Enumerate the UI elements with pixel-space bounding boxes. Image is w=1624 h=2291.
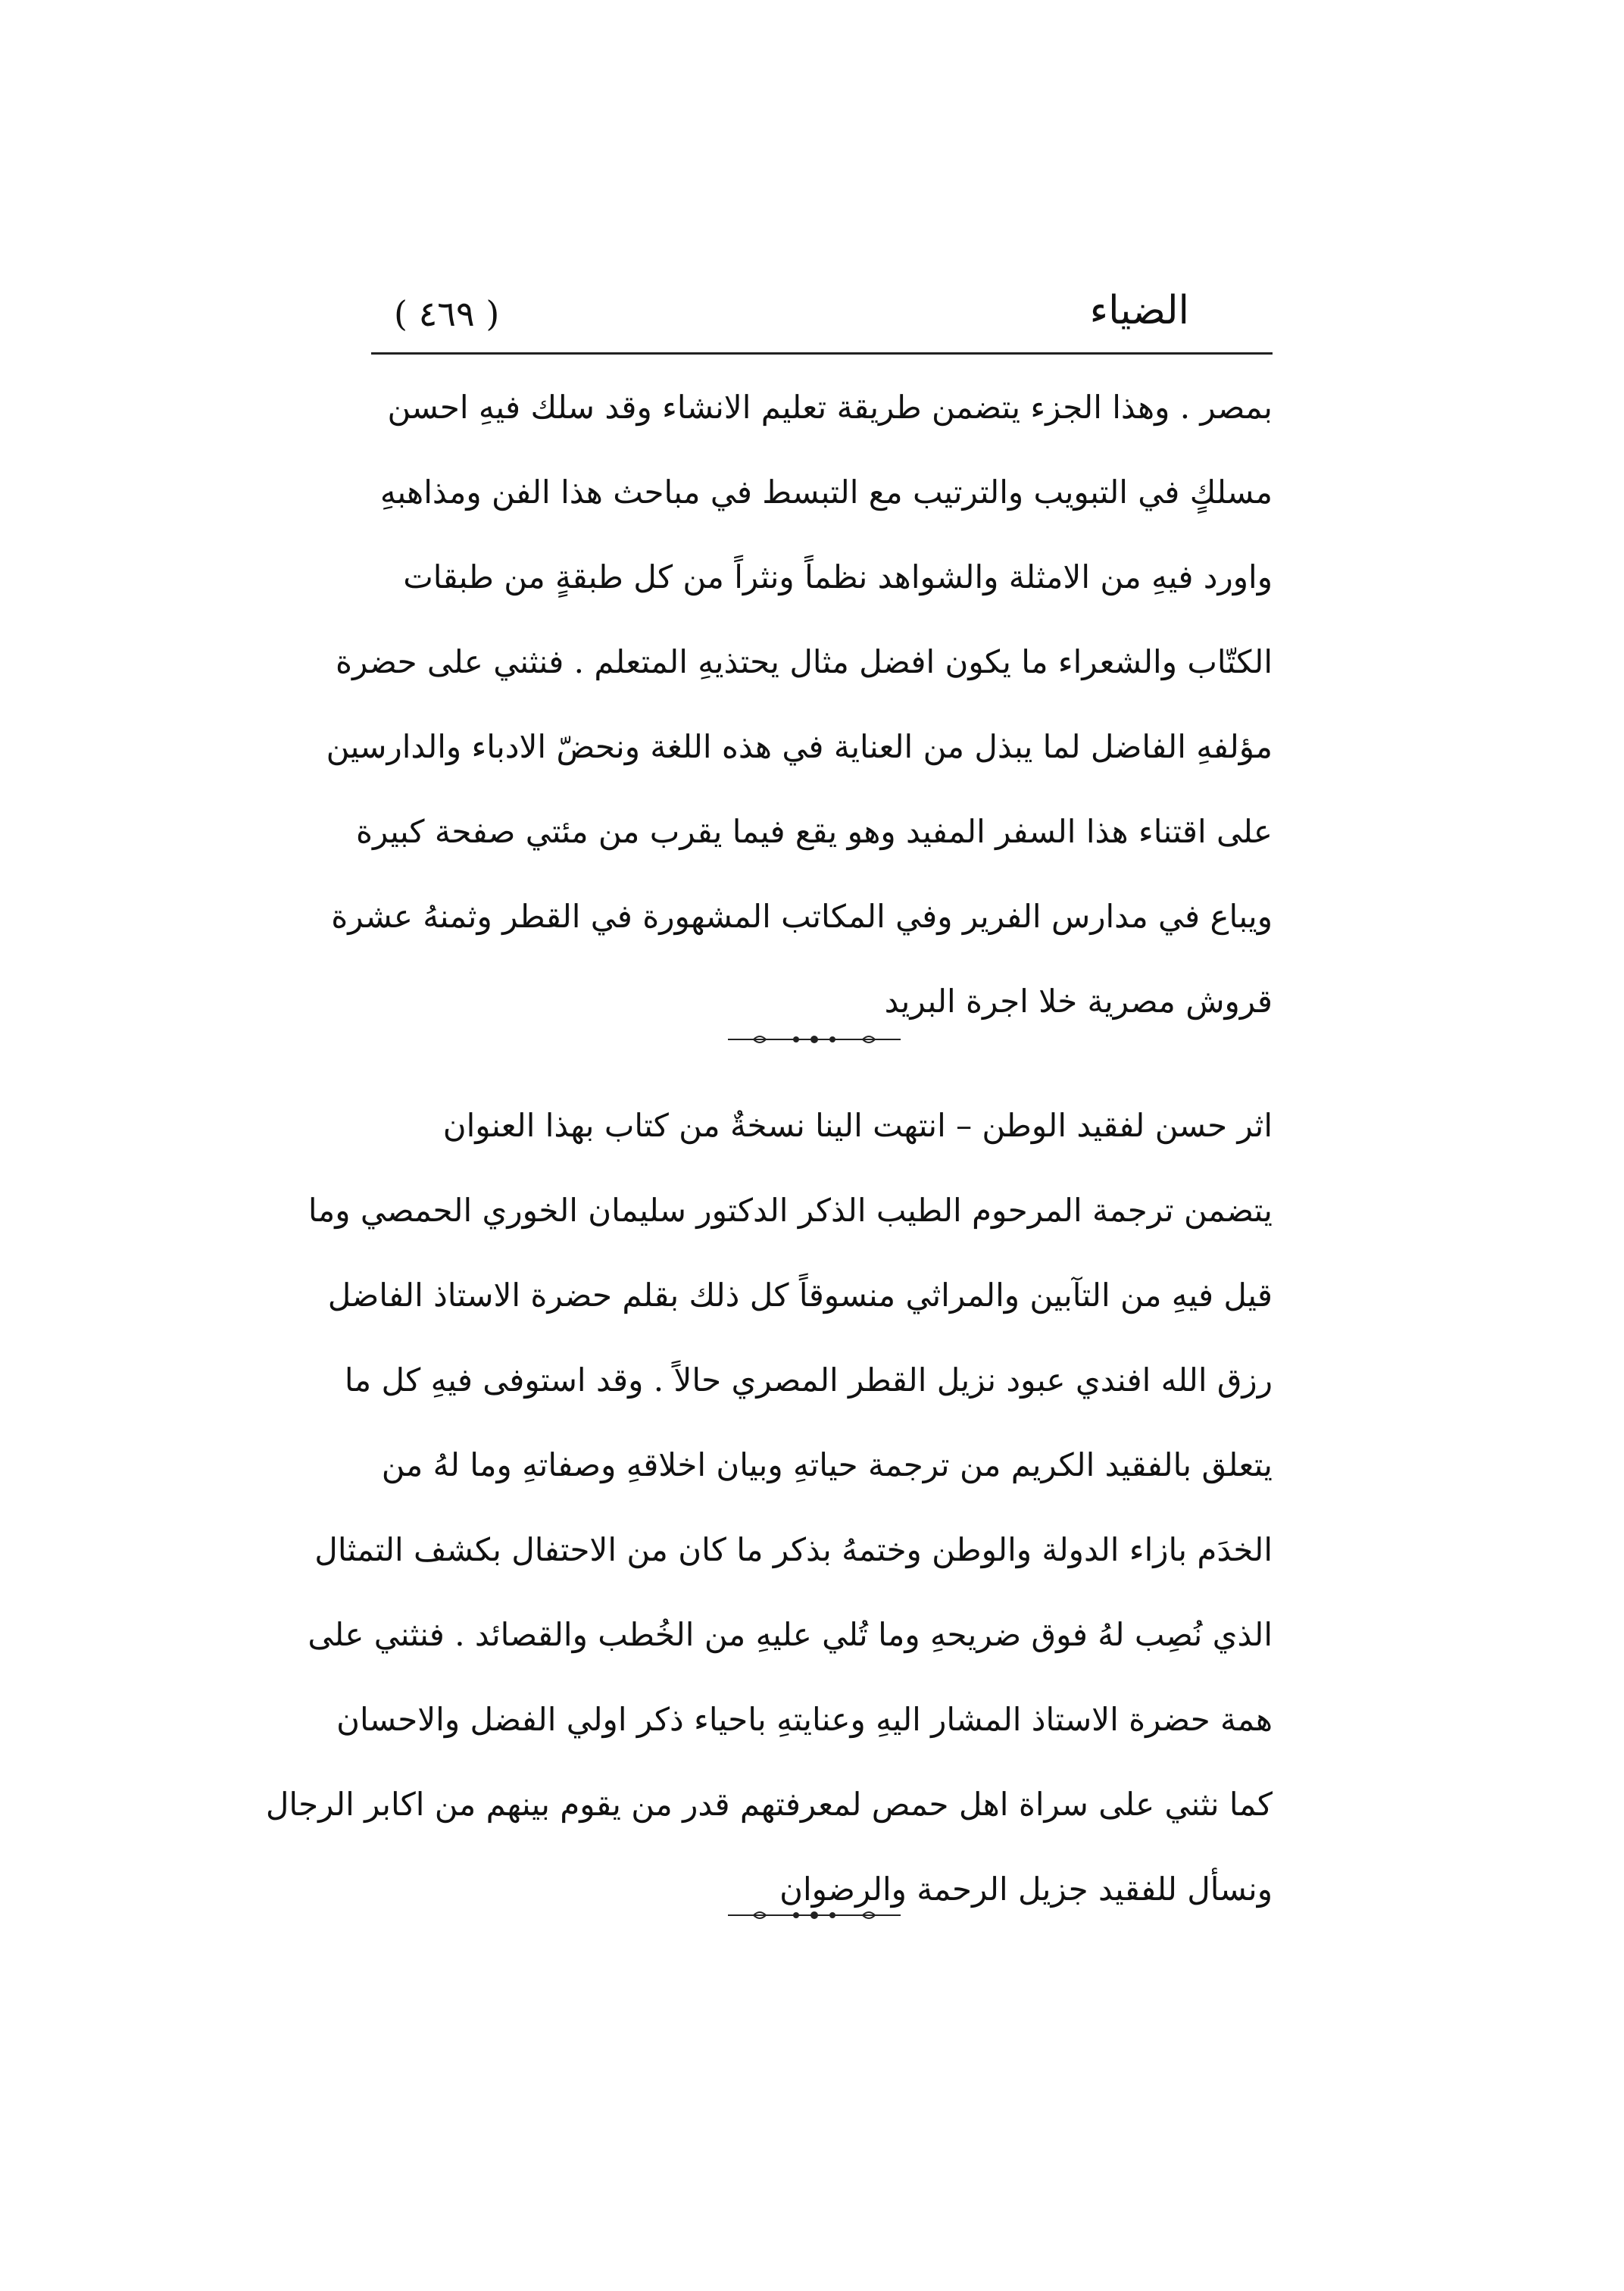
text-line: قروش مصرية خلا اجرة البريد bbox=[884, 983, 1273, 1020]
text-line: واورد فيهِ من الامثلة والشواهد نظماً ونثراً من كل طبقةٍ من طبقات bbox=[403, 558, 1273, 595]
section-divider-ornament bbox=[723, 1030, 905, 1049]
text-line: قيل فيهِ من التآبين والمراثي منسوقاً كل ذلك بقلم حضرة الاستاذ الفاضل bbox=[327, 1277, 1273, 1314]
text-line: الذي نُصِب لهُ فوق ضريحهِ وما تُلي عليهِ من الخُطب والقصائد . فنثني على bbox=[308, 1616, 1273, 1653]
text-line: همة حضرة الاستاذ المشار اليهِ وعنايتهِ باحياء ذكر اولي الفضل والاحسان bbox=[336, 1701, 1273, 1738]
text-line: اثر حسن لفقيد الوطن – انتهت الينا نسخةٌ من كتاب بهذا العنوان bbox=[442, 1107, 1273, 1144]
paragraph-memorial-book bbox=[265, 1083, 1273, 1932]
text-line: ونسأل للفقيد جزيل الرحمة والرضوان bbox=[779, 1871, 1273, 1908]
text-line: الكتّاب والشعراء ما يكون افضل مثال يحتذيهِ المتعلم . فنثني على حضرة bbox=[335, 643, 1273, 680]
paragraph-book-review bbox=[326, 365, 1273, 1044]
page-header bbox=[371, 273, 1273, 356]
page-number: ( ٤٦٩ ) bbox=[394, 293, 500, 334]
text-line: بمصر . وهذا الجزء يتضمن طريقة تعليم الانشاء وقد سلك فيهِ احسن bbox=[387, 389, 1273, 426]
text-line: رزق الله افندي عبود نزيل القطر المصري حالاً . وقد استوفى فيهِ كل ما bbox=[344, 1361, 1273, 1399]
header-rule bbox=[371, 352, 1273, 355]
text-line: يتضمن ترجمة المرحوم الطيب الذكر الدكتور سليمان الخوري الحمصي وما bbox=[308, 1192, 1273, 1229]
text-line: مسلكٍ في التبويب والترتيب مع التبسط في مباحث هذا الفن ومذاهبهِ bbox=[379, 474, 1273, 511]
section-divider-ornament bbox=[723, 1906, 905, 1924]
text-line: على اقتناء هذا السفر المفيد وهو يقع فيما يقرب من مئتي صفحة كبيرة bbox=[355, 813, 1273, 850]
text-line: كما نثني على سراة اهل حمص لمعرفتهم قدر من يقوم بينهم من اكابر الرجال bbox=[265, 1786, 1273, 1823]
text-line: الخدَم بازاء الدولة والوطن وختمهُ بذكر ما كان من الاحتفال بكشف التمثال bbox=[314, 1531, 1273, 1568]
running-title: الضياء bbox=[1089, 288, 1189, 333]
text-line: ويباع في مدارس الفرير وفي المكاتب المشهورة في القطر وثمنهُ عشرة bbox=[331, 898, 1273, 935]
text-line: مؤلفهِ الفاضل لما يبذل من العناية في هذه اللغة ونحضّ الادباء والدارسين bbox=[326, 728, 1273, 765]
text-line: يتعلق بالفقيد الكريم من ترجمة حياتهِ وبيان اخلاقهِ وصفاتهِ وما لهُ من bbox=[381, 1446, 1273, 1483]
